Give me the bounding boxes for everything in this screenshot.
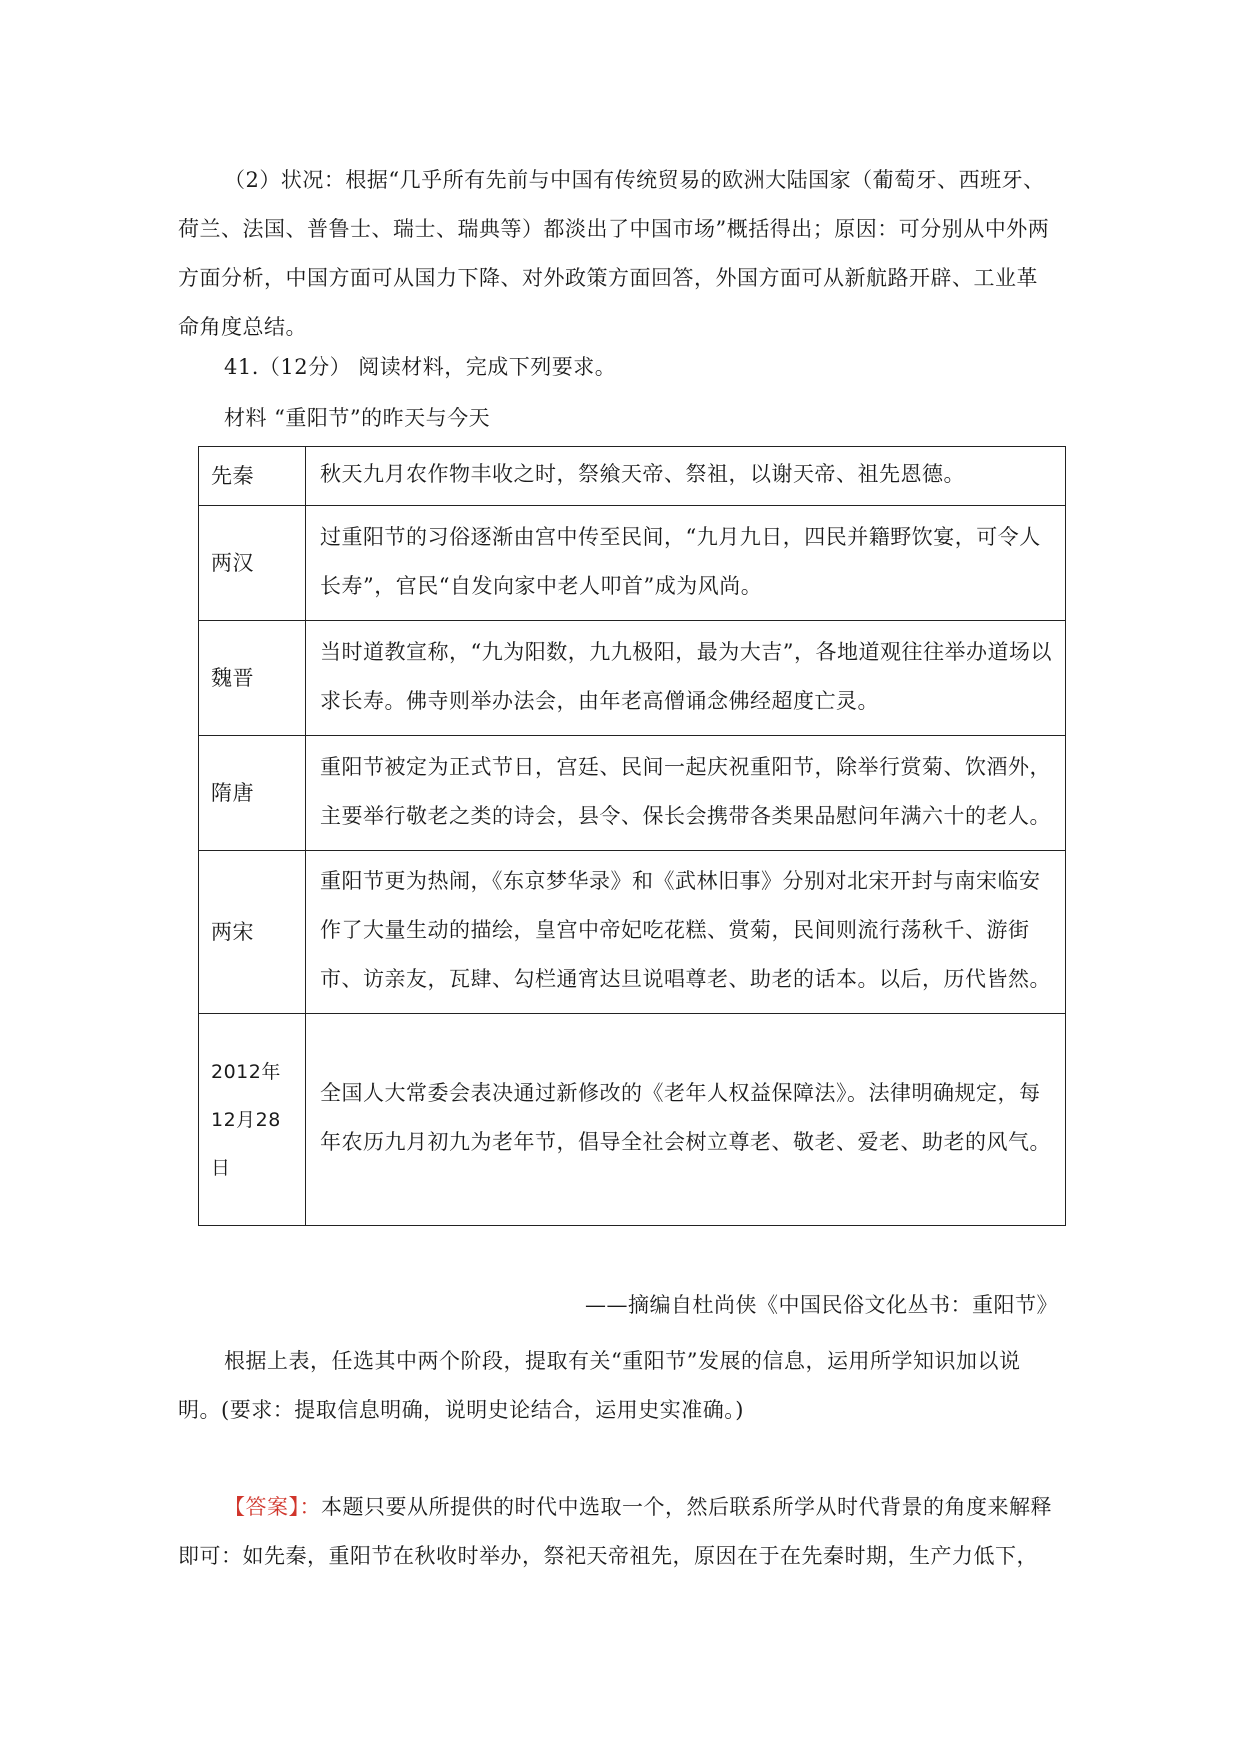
paragraph-status-cause: （2）状况：根据“几乎所有先前与中国有传统贸易的欧洲大陆国家（葡萄牙、西班牙、荷兰、法国、普鲁士、瑞士、瑞典等）都淡出了中国市场”概括得出；原因：可分别从中外两方面分析，中国方面可从国力下降、对外政策方面回答，外国方面可从新航路开辟、工业革命角度总结。 <box>178 168 1050 339</box>
table-row <box>199 621 1066 736</box>
description-cell: 当时道教宣称，“九为阳数，九九极阳，最为大吉”，各地道观往往举办道场以求长寿。佛寺则举办法会，由年老高僧诵念佛经超度亡灵。 <box>306 621 1066 736</box>
material-source: ——摘编自杜尚侠《中国民俗文化丛书：重阳节》 <box>585 1293 1058 1317</box>
description-cell: 重阳节被定为正式节日，宫廷、民间一起庆祝重阳节，除举行赏菊、饮酒外，主要举行敬老之类的诗会，县令、保长会携带各类果品慰问年满六十的老人。 <box>306 736 1066 851</box>
table-row <box>199 736 1066 851</box>
question-41-heading: 41.（12分） 阅读材料，完成下列要求。 <box>224 355 617 379</box>
question-prompt: 根据上表，任选其中两个阶段，提取有关“重阳节”发展的信息，运用所学知识加以说明。(要求：提取信息明确，说明史论结合，运用史实准确。) <box>178 1349 1021 1422</box>
description-cell: 秋天九月农作物丰收之时，祭飨天帝、祭祖，以谢天帝、祖先恩德。 <box>306 447 1066 506</box>
era-cell: 先秦 <box>199 447 306 506</box>
answer-label: 【答案】： <box>224 1495 321 1519</box>
answer-paragraph <box>178 1483 1058 1581</box>
table-row <box>199 1014 1066 1226</box>
material-table <box>198 446 1066 1226</box>
table-row <box>199 506 1066 621</box>
era-cell: 2012年12月28日 <box>199 1014 306 1226</box>
description-cell: 重阳节更为热闹，《东京梦华录》和《武林旧事》分别对北宋开封与南宋临安作了大量生动的描绘，皇宫中帝妃吃花糕、赏菊，民间则流行荡秋千、游街市、访亲友，瓦肆、勾栏通宵达旦说唱尊老、助老的话本。以后，历代皆然。 <box>306 851 1066 1014</box>
material-title: 材料 “重阳节”的昨天与今天 <box>224 406 491 430</box>
answer-text: 本题只要从所提供的时代中选取一个，然后联系所学从时代背景的角度来解释即可：如先秦，重阳节在秋收时举办，祭祀天帝祖先，原因在于在先秦时期，生产力低下， <box>178 1495 1052 1568</box>
description-cell: 过重阳节的习俗逐渐由宫中传至民间，“九月九日，四民并籍野饮宴，可令人长寿”，官民“自发向家中老人叩首”成为风尚。 <box>306 506 1066 621</box>
era-cell: 隋唐 <box>199 736 306 851</box>
era-cell: 两宋 <box>199 851 306 1014</box>
description-cell: 全国人大常委会表决通过新修改的《老年人权益保障法》。法律明确规定，每年农历九月初九为老年节，倡导全社会树立尊老、敬老、爱老、助老的风气。 <box>306 1014 1066 1226</box>
table-row <box>199 851 1066 1014</box>
era-cell: 魏晋 <box>199 621 306 736</box>
table-row <box>199 447 1066 506</box>
era-cell: 两汉 <box>199 506 306 621</box>
